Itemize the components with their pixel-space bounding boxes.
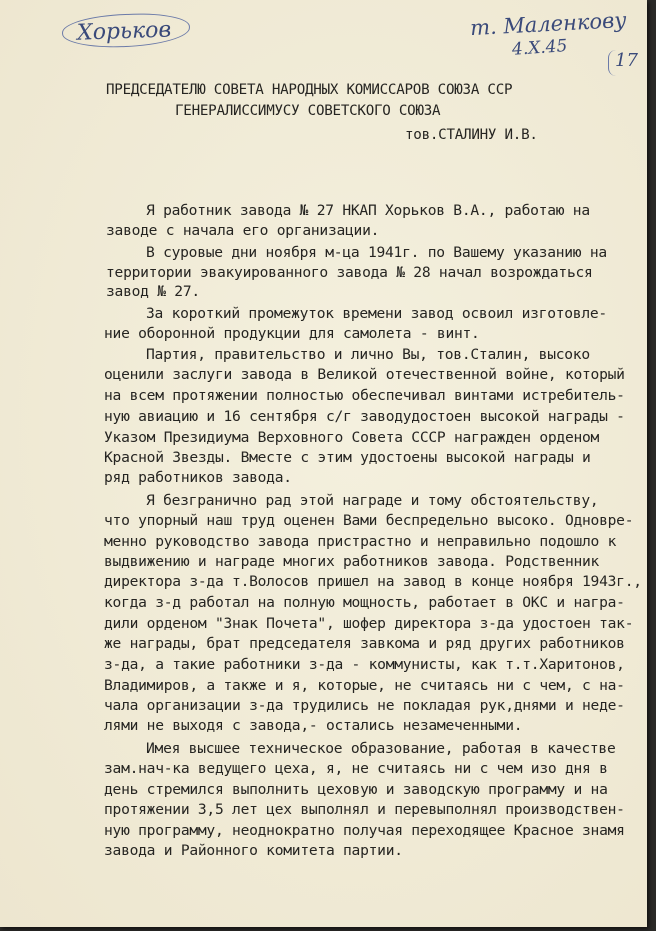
body-line: ряд работников завода.	[104, 469, 292, 486]
body-line: з-да, а такие работники з-да - коммунисты, как т.т.Харитонов,	[104, 656, 625, 673]
body-line: завод № 27.	[106, 283, 200, 300]
body-line: день стремился выполнить цеховую и заводскую программу и на	[104, 781, 608, 798]
body-line: Красной Звезды. Вместе с этим удостоены высокой награды и	[104, 449, 591, 466]
handwritten-date: 4.X.45	[511, 36, 568, 60]
body-line: дили орденом "Знак Почета", шофер директора з-да удостоен так-	[104, 615, 634, 632]
body-line: ние оборонной продукции для самолета - винт.	[104, 325, 480, 342]
body-line: когда з-д работал на полную мощность, работает в ОКС и награ-	[104, 594, 625, 611]
body-line: За короткий промежуток времени завод освоил изготовле-	[146, 305, 607, 322]
page-number: 17	[608, 50, 638, 76]
body-line: директора з-да т.Волосов пришел на завод в конце ноября 1943г.,	[104, 573, 642, 590]
body-line: Владимиров, а также и я, которые, не считаясь ни с чем, с на-	[104, 677, 625, 694]
body-line: ную авиацию и 16 сентября с/г заводудостоен высокой награды -	[104, 408, 625, 425]
body-line: выдвижению и награде многих работников завода. Родственник	[104, 553, 600, 570]
body-line: В суровые дни ноября м-ца 1941г. по Вашему указанию на	[146, 244, 607, 261]
address-line-3: тов.СТАЛИНУ И.В.	[405, 127, 538, 143]
body-line: заводе с начала его организации.	[106, 222, 380, 239]
body-line: территории эвакуированного завода № 28 начал возрождаться	[106, 264, 593, 281]
body-line: на всем протяжении полностью обеспечивал винтами истребитель-	[104, 387, 625, 404]
address-line-2: ГЕНЕРАЛИССИМУСУ СОВЕТСКОГО СОЮЗА	[175, 103, 441, 119]
body-line: Партия, правительство и лично Вы, тов.Сталин, высоко	[146, 346, 590, 363]
body-line: ную программу, неоднократно получая переходящее Красное знамя	[104, 822, 625, 839]
body-line: лями не выходя с завода,- остались незамеченными.	[104, 717, 523, 734]
body-line: зам.нач-ка ведущего цеха, я, не считаясь ни с чем изо дня в	[104, 760, 608, 777]
handwritten-resolution: т. Маленкову	[469, 7, 628, 41]
body-line: протяжении 3,5 лет цех выполнял и перевыполнял производствен-	[104, 801, 625, 818]
body-line: что упорный наш труд оценен Вами беспредельно высоко. Одновре-	[104, 512, 634, 529]
body-line: менно руководство завода пристрастно и неправильно подошло к	[104, 533, 617, 550]
body-line: же награды, брат председателя завкома и ряд других работников	[104, 635, 625, 652]
address-line-1: ПРЕДСЕДАТЕЛЮ СОВЕТА НАРОДНЫХ КОМИССАРОВ СОЮЗА ССР	[106, 82, 513, 98]
body-line: Я работник завода № 27 НКАП Хорьков В.А., работаю на	[146, 202, 590, 219]
body-line: завода и Районного комитета партии.	[104, 842, 403, 859]
body-line: оценили заслуги завода в Великой отечественной войне, который	[104, 366, 625, 383]
body-line: Имея высшее техническое образование, работая в качестве	[146, 740, 616, 757]
body-line: Указом Президиума Верховного Совета СССР награжден орденом	[104, 429, 600, 446]
body-line: чала организации з-да трудились не покладая рук,днями и неде-	[104, 697, 625, 714]
body-line: Я безгранично рад этой награде и тому обстоятельству,	[146, 492, 599, 509]
handwritten-name-annotation: Хорьков	[61, 12, 190, 49]
